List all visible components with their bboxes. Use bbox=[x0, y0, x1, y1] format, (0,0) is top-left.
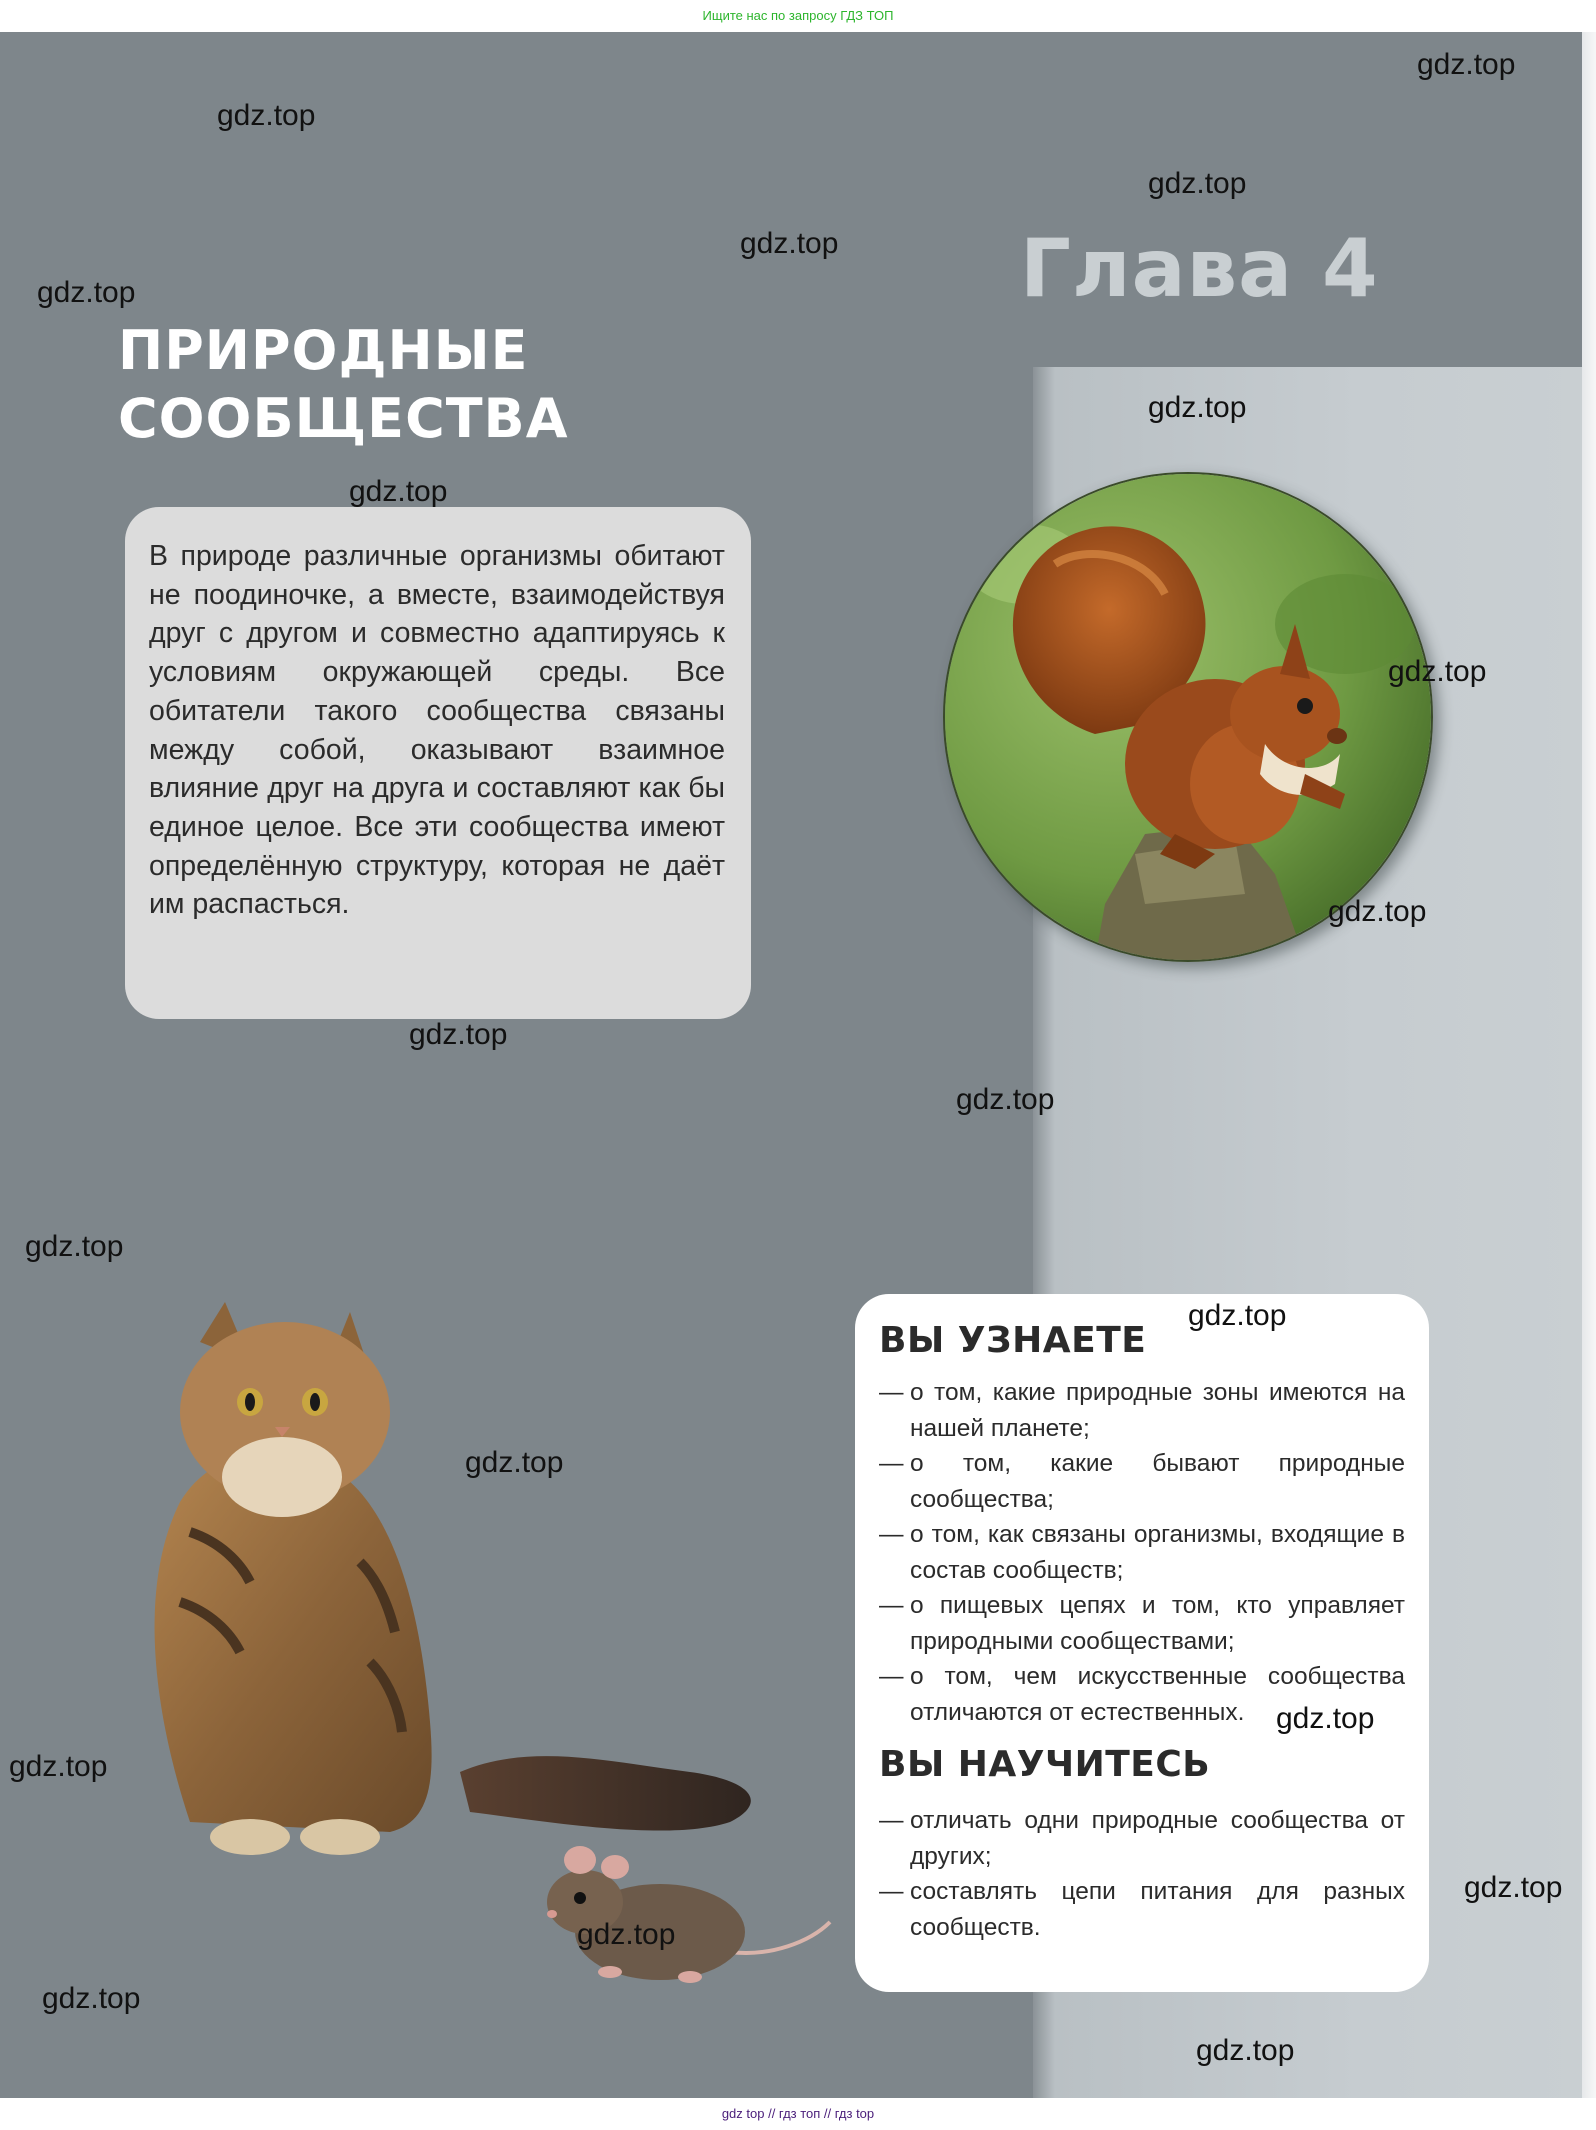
skills-item: — отличать одни природные сообщества от других; bbox=[879, 1803, 1405, 1874]
page-title-line2: СООБЩЕСТВА bbox=[118, 387, 569, 450]
dash-marker: — bbox=[879, 1521, 904, 1548]
intro-text: В природе различные организмы обитают не поодиночке, а вместе, взаимодействуя друг с другом и совместно адаптируясь к условиям окружающей среды. Все обитатели такого сообщества связаны между собой, оказывают взаимное влияние друг на друга и составляют как бы единое целое. Все эти сообщества имеют определённую структуру, которая не даёт им распасться. bbox=[149, 540, 725, 921]
bottom-banner[interactable]: gdz top // гдз топ // гдз top bbox=[721, 2106, 875, 2121]
cat-photo bbox=[130, 1302, 780, 1882]
intro-box bbox=[125, 507, 751, 1019]
watermark: gdz.top bbox=[1417, 48, 1516, 81]
squirrel-photo bbox=[943, 472, 1433, 962]
watermark: gdz.top bbox=[9, 1750, 108, 1783]
skills-list bbox=[879, 1803, 1405, 1945]
watermark: gdz.top bbox=[1276, 1702, 1375, 1735]
chapter-label: Глава 4 bbox=[1020, 222, 1379, 315]
dash-marker: — bbox=[879, 1663, 904, 1690]
watermark: gdz.top bbox=[42, 1982, 141, 2015]
skills-item: — составлять цепи питания для разных сообществ. bbox=[879, 1874, 1405, 1945]
top-banner[interactable]: Ищите нас по запросу ГДЗ ТОП bbox=[702, 8, 894, 23]
watermark: gdz.top bbox=[1188, 1299, 1287, 1332]
dash-marker: — bbox=[879, 1450, 904, 1477]
learning-objectives-box bbox=[855, 1294, 1429, 1992]
watermark: gdz.top bbox=[740, 227, 839, 260]
dash-marker: — bbox=[879, 1379, 904, 1406]
watermark: gdz.top bbox=[1464, 1871, 1563, 1904]
learn-item: — о том, какие бывают природные сообщества; bbox=[879, 1446, 1405, 1517]
textbook-page bbox=[0, 32, 1582, 2098]
watermark: gdz.top bbox=[1148, 391, 1247, 424]
dash-marker: — bbox=[879, 1592, 904, 1619]
page-title bbox=[118, 317, 569, 453]
mouse-photo bbox=[540, 1832, 840, 2002]
page-title-line1: ПРИРОДНЫЕ bbox=[118, 319, 529, 382]
learn-list bbox=[879, 1375, 1405, 1730]
learn-item: — о пищевых цепях и том, кто управляет природными сообществами; bbox=[879, 1588, 1405, 1659]
learn-item: — о том, чем искусственные сообщества отличаются от естественных. bbox=[879, 1659, 1405, 1730]
learn-item: — о том, как связаны организмы, входящие в состав сообществ; bbox=[879, 1517, 1405, 1588]
watermark: gdz.top bbox=[349, 475, 448, 508]
watermark: gdz.top bbox=[577, 1918, 676, 1951]
watermark: gdz.top bbox=[217, 99, 316, 132]
watermark: gdz.top bbox=[956, 1083, 1055, 1116]
skills-heading: ВЫ НАУЧИТЕСЬ bbox=[879, 1744, 1211, 1785]
learn-item: — о том, какие природные зоны имеются на нашей планете; bbox=[879, 1375, 1405, 1446]
watermark: gdz.top bbox=[1196, 2034, 1295, 2067]
watermark: gdz.top bbox=[1388, 655, 1487, 688]
watermark: gdz.top bbox=[465, 1446, 564, 1479]
watermark: gdz.top bbox=[37, 276, 136, 309]
dash-marker: — bbox=[879, 1807, 904, 1834]
watermark: gdz.top bbox=[1328, 895, 1427, 928]
watermark: gdz.top bbox=[409, 1018, 508, 1051]
watermark: gdz.top bbox=[1148, 167, 1247, 200]
watermark: gdz.top bbox=[25, 1230, 124, 1263]
learn-heading: ВЫ УЗНАЕТЕ bbox=[879, 1320, 1147, 1361]
page-edge bbox=[1582, 32, 1596, 2098]
dash-marker: — bbox=[879, 1878, 904, 1905]
